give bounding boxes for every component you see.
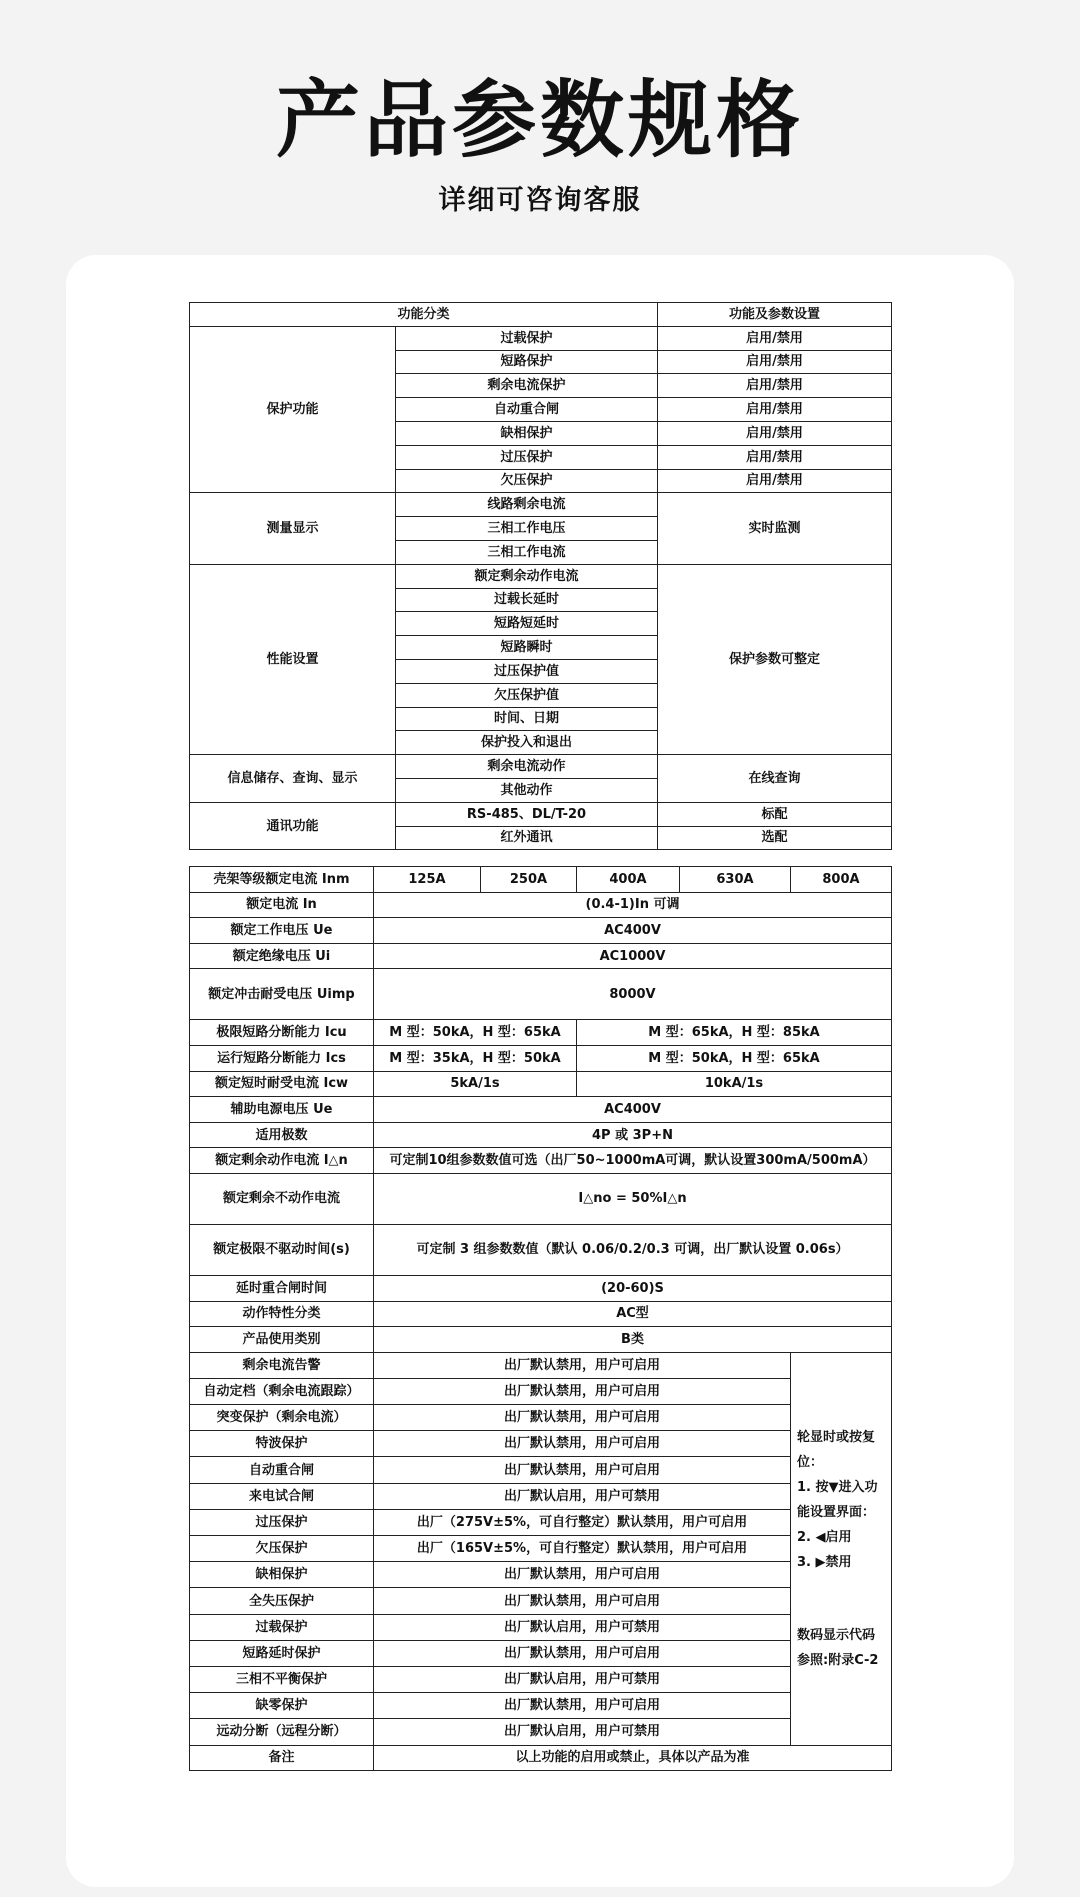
spec-row: [190, 1173, 892, 1224]
table-header-row: [190, 303, 892, 327]
function-label: 剩余电流告警: [190, 1352, 374, 1378]
table-row: [190, 755, 892, 779]
spec-row: [190, 1020, 892, 1046]
spec-value: 可定制10组参数数值可选（出厂50~1000mA可调，默认设置300mA/500mA）: [374, 1148, 892, 1174]
note-line: 3. ▶禁用: [797, 1554, 852, 1570]
spec-value: B类: [374, 1327, 892, 1353]
rating-cell: 125A: [374, 867, 481, 893]
function-default-value: 出厂默认禁用，用户可启用: [374, 1562, 791, 1588]
function-label: 短路延时保护: [190, 1640, 374, 1666]
spec-row: [190, 1122, 892, 1148]
setting-cell: 实时监测: [658, 493, 892, 564]
function-default-value: 出厂默认启用，用户可禁用: [374, 1719, 791, 1745]
spec-value: 10kA/1s: [577, 1071, 892, 1097]
item-cell: 自动重合闸: [396, 398, 658, 422]
function-default-row: [190, 1431, 892, 1457]
function-default-row: [190, 1719, 892, 1745]
function-label: 缺零保护: [190, 1693, 374, 1719]
table-row: [190, 564, 892, 588]
function-default-value: 出厂默认禁用，用户可启用: [374, 1431, 791, 1457]
item-cell: 时间、日期: [396, 707, 658, 731]
spec-value: M 型：50kA，H 型：65kA: [374, 1020, 577, 1046]
spec-row: [190, 1224, 892, 1275]
note-line: 数码显示代码参照:附录C-2: [797, 1627, 879, 1668]
item-cell: 线路剩余电流: [396, 493, 658, 517]
function-label: 过载保护: [190, 1614, 374, 1640]
function-default-value: 出厂默认禁用，用户可启用: [374, 1405, 791, 1431]
function-table: [189, 302, 892, 850]
setting-cell: 启用/禁用: [658, 421, 892, 445]
item-cell: 三相工作电压: [396, 517, 658, 541]
page-subtitle: 详细可咨询客服: [438, 185, 642, 216]
note-line: 1. 按▼进入功能设置界面：: [797, 1479, 878, 1520]
item-cell: 缺相保护: [396, 421, 658, 445]
function-label: 全失压保护: [190, 1588, 374, 1614]
note-cell: [791, 1352, 892, 1745]
table-row: [190, 802, 892, 826]
spec-row: [190, 1275, 892, 1301]
spec-value: AC400V: [374, 1097, 892, 1123]
item-cell: 过载长延时: [396, 588, 658, 612]
function-default-row: [190, 1666, 892, 1692]
setting-cell: 保护参数可整定: [658, 564, 892, 754]
category-cell: 性能设置: [190, 564, 396, 754]
ratings-row: [190, 867, 892, 893]
spec-value: M 型：35kA，H 型：50kA: [374, 1045, 577, 1071]
setting-cell: 启用/禁用: [658, 350, 892, 374]
spec-label: 产品使用类别: [190, 1327, 374, 1353]
item-cell: 三相工作电流: [396, 540, 658, 564]
spec-table: [189, 866, 892, 1771]
remark-value: 以上功能的启用或禁止，具体以产品为准: [374, 1745, 892, 1771]
function-default-value: 出厂默认禁用，用户可启用: [374, 1352, 791, 1378]
spec-label: 运行短路分断能力 Ics: [190, 1045, 374, 1071]
spec-value: 8000V: [374, 969, 892, 1020]
category-cell: 信息储存、查询、显示: [190, 755, 396, 803]
spec-row: [190, 969, 892, 1020]
spec-row: [190, 1071, 892, 1097]
header-function-category: 功能分类: [190, 303, 658, 327]
function-default-row: [190, 1562, 892, 1588]
spec-label: 额定绝缘电压 Ui: [190, 943, 374, 969]
function-default-row: [190, 1509, 892, 1535]
spec-value: 5kA/1s: [374, 1071, 577, 1097]
category-cell: 保护功能: [190, 326, 396, 493]
rating-cell: 800A: [791, 867, 892, 893]
setting-cell: 标配: [658, 802, 892, 826]
item-cell: 过压保护值: [396, 659, 658, 683]
spec-value: M 型：65kA，H 型：85kA: [577, 1020, 892, 1046]
function-label: 欠压保护: [190, 1536, 374, 1562]
table-row: [190, 493, 892, 517]
item-cell: 额定剩余动作电流: [396, 564, 658, 588]
spec-value: M 型：50kA，H 型：65kA: [577, 1045, 892, 1071]
function-default-value: 出厂默认禁用，用户可启用: [374, 1640, 791, 1666]
function-default-row: [190, 1640, 892, 1666]
remark-row: [190, 1745, 892, 1771]
function-label: 远动分断（远程分断）: [190, 1719, 374, 1745]
spec-value: (0.4-1)In 可调: [374, 892, 892, 918]
spec-row: [190, 1045, 892, 1071]
function-default-value: 出厂默认禁用，用户可启用: [374, 1693, 791, 1719]
spec-value: AC1000V: [374, 943, 892, 969]
setting-cell: 启用/禁用: [658, 445, 892, 469]
rating-cell: 400A: [577, 867, 680, 893]
rating-cell: 630A: [680, 867, 791, 893]
spec-row: [190, 1097, 892, 1123]
category-cell: 通讯功能: [190, 802, 396, 850]
item-cell: 短路短延时: [396, 612, 658, 636]
item-cell: 其他动作: [396, 778, 658, 802]
spec-row: [190, 943, 892, 969]
spec-value: 可定制 3 组参数数值（默认 0.06/0.2/0.3 可调，出厂默认设置 0.06s）: [374, 1224, 892, 1275]
spec-row: [190, 1148, 892, 1174]
item-cell: 短路保护: [396, 350, 658, 374]
item-cell: RS-485、DL/T-20: [396, 802, 658, 826]
note-line: 轮显时或按复位：: [797, 1429, 876, 1470]
item-cell: 剩余电流保护: [396, 374, 658, 398]
spec-value: AC型: [374, 1301, 892, 1327]
setting-cell: 启用/禁用: [658, 374, 892, 398]
setting-cell: 启用/禁用: [658, 398, 892, 422]
function-default-row: [190, 1536, 892, 1562]
function-default-value: 出厂默认禁用，用户可启用: [374, 1588, 791, 1614]
spec-label: 额定工作电压 Ue: [190, 918, 374, 944]
item-cell: 过压保护: [396, 445, 658, 469]
function-default-value: 出厂默认启用，用户可禁用: [374, 1666, 791, 1692]
spec-label: 额定冲击耐受电压 Uimp: [190, 969, 374, 1020]
spec-value: (20-60)S: [374, 1275, 892, 1301]
function-default-value: 出厂（165V±5%，可自行整定）默认禁用，用户可启用: [374, 1536, 791, 1562]
function-label: 过压保护: [190, 1509, 374, 1535]
spec-label: 额定极限不驱动时间(s): [190, 1224, 374, 1275]
remark-label: 备注: [190, 1745, 374, 1771]
page-title: 产品参数规格: [275, 71, 804, 169]
function-default-value: 出厂默认禁用，用户可启用: [374, 1378, 791, 1404]
function-label: 自动重合闸: [190, 1457, 374, 1483]
setting-cell: 启用/禁用: [658, 469, 892, 493]
function-default-row: [190, 1483, 892, 1509]
function-default-row: [190, 1693, 892, 1719]
item-cell: 欠压保护: [396, 469, 658, 493]
spec-label: 额定电流 In: [190, 892, 374, 918]
setting-cell: 选配: [658, 826, 892, 850]
function-label: 缺相保护: [190, 1562, 374, 1588]
table-row: [190, 326, 892, 350]
item-cell: 保护投入和退出: [396, 731, 658, 755]
spec-row: [190, 1301, 892, 1327]
item-cell: 红外通讯: [396, 826, 658, 850]
function-label: 三相不平衡保护: [190, 1666, 374, 1692]
spec-value: 4P 或 3P+N: [374, 1122, 892, 1148]
spec-value: I△no = 50%I△n: [374, 1173, 892, 1224]
item-cell: 剩余电流动作: [396, 755, 658, 779]
spec-label: 额定剩余动作电流 I△n: [190, 1148, 374, 1174]
function-default-row: [190, 1614, 892, 1640]
setting-cell: 在线查询: [658, 755, 892, 803]
header-function-setting: 功能及参数设置: [658, 303, 892, 327]
function-label: 突变保护（剩余电流）: [190, 1405, 374, 1431]
function-label: 特波保护: [190, 1431, 374, 1457]
spec-label: 适用极数: [190, 1122, 374, 1148]
function-default-value: 出厂默认启用，用户可禁用: [374, 1614, 791, 1640]
spec-row: [190, 1327, 892, 1353]
function-label: 来电试合闸: [190, 1483, 374, 1509]
item-cell: 短路瞬时: [396, 636, 658, 660]
rating-cell: 250A: [481, 867, 577, 893]
function-default-row: [190, 1457, 892, 1483]
spec-label: 延时重合闸时间: [190, 1275, 374, 1301]
function-default-row: [190, 1378, 892, 1404]
function-default-row: [190, 1405, 892, 1431]
function-default-value: 出厂（275V±5%，可自行整定）默认禁用，用户可启用: [374, 1509, 791, 1535]
spec-row: [190, 892, 892, 918]
category-cell: 测量显示: [190, 493, 396, 564]
spec-label: 额定短时耐受电流 Icw: [190, 1071, 374, 1097]
note-line: 2. ◀启用: [797, 1529, 852, 1545]
spec-label: 额定剩余不动作电流: [190, 1173, 374, 1224]
spec-label: 辅助电源电压 Ue: [190, 1097, 374, 1123]
frame-label: 壳架等级额定电流 Inm: [190, 867, 374, 893]
function-default-value: 出厂默认禁用，用户可启用: [374, 1457, 791, 1483]
setting-cell: 启用/禁用: [658, 326, 892, 350]
spec-value: AC400V: [374, 918, 892, 944]
item-cell: 过载保护: [396, 326, 658, 350]
function-default-row: [190, 1588, 892, 1614]
function-label: 自动定档（剩余电流跟踪）: [190, 1378, 374, 1404]
spec-label: 极限短路分断能力 Icu: [190, 1020, 374, 1046]
item-cell: 欠压保护值: [396, 683, 658, 707]
spec-row: [190, 918, 892, 944]
function-default-value: 出厂默认启用，用户可禁用: [374, 1483, 791, 1509]
function-default-row: [190, 1352, 892, 1378]
spec-label: 动作特性分类: [190, 1301, 374, 1327]
